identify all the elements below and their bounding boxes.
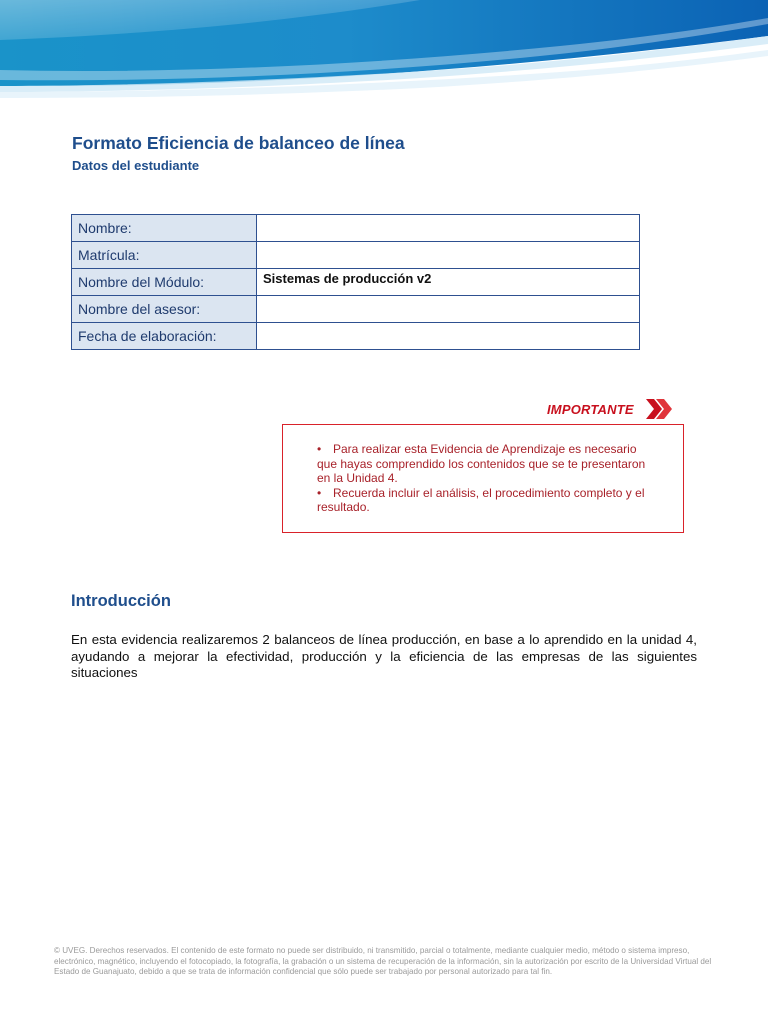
field-asesor[interactable] <box>257 296 640 323</box>
field-fecha[interactable] <box>257 323 640 350</box>
row-label-modulo: Nombre del Módulo: <box>72 269 257 296</box>
section-subtitle: Datos del estudiante <box>72 158 200 173</box>
row-label-nombre: Nombre: <box>72 215 257 242</box>
table-row <box>72 242 640 269</box>
field-nombre[interactable] <box>257 215 640 242</box>
table-row <box>72 323 640 350</box>
student-data-table <box>71 214 640 350</box>
row-label-fecha: Fecha de elaboración: <box>72 323 257 350</box>
bullet-icon: • <box>317 442 322 456</box>
introduction-heading: Introducción <box>71 592 171 610</box>
header-banner <box>0 0 768 100</box>
field-modulo[interactable]: Sistemas de producción v2 <box>257 269 640 296</box>
notice-list <box>317 442 649 515</box>
introduction-paragraph: En esta evidencia realizaremos 2 balanceos de línea producción, en base a lo aprendido en la unidad 4, ayudando a mejorar la efectividad, producción y la eficiencia de las empresas de las siguientes situaciones <box>71 632 697 680</box>
table-row <box>72 296 640 323</box>
double-chevron-right-icon <box>644 396 674 422</box>
important-notice-box <box>282 424 684 533</box>
field-matricula[interactable] <box>257 242 640 269</box>
list-item <box>317 442 649 486</box>
notice-item-text: Recuerda incluir el análisis, el procedimiento completo y el resultado. <box>317 485 645 515</box>
importante-label: IMPORTANTE <box>547 402 634 417</box>
copyright-footer: © UVEG. Derechos reservados. El contenido de este formato no puede ser distribuido, ni transmitido, parcial o totalmente, mediante cualquier medio, método o sistema impreso, electrónico, magnético, incluyendo el fotocopiado, la fotografía, la grabación o un sistema de recuperación de la información, sin la autorización por escrito de la Universidad Virtual del Estado de Guanajuato, debido a que se trata de información confidencial que sólo puede ser trabajado por personal autorizado para tal fin. <box>54 946 712 976</box>
bullet-icon: • <box>317 485 322 500</box>
notice-item-text: Para realizar esta Evidencia de Aprendizaje es necesario que hayas comprendido los contenidos que se te presentaron en la Unidad 4. <box>317 442 646 486</box>
document-title: Formato Eficiencia de balanceo de línea <box>72 133 405 153</box>
row-label-matricula: Matrícula: <box>72 242 257 269</box>
table-row <box>72 269 640 296</box>
table-row <box>72 215 640 242</box>
list-item <box>317 486 649 515</box>
row-label-asesor: Nombre del asesor: <box>72 296 257 323</box>
